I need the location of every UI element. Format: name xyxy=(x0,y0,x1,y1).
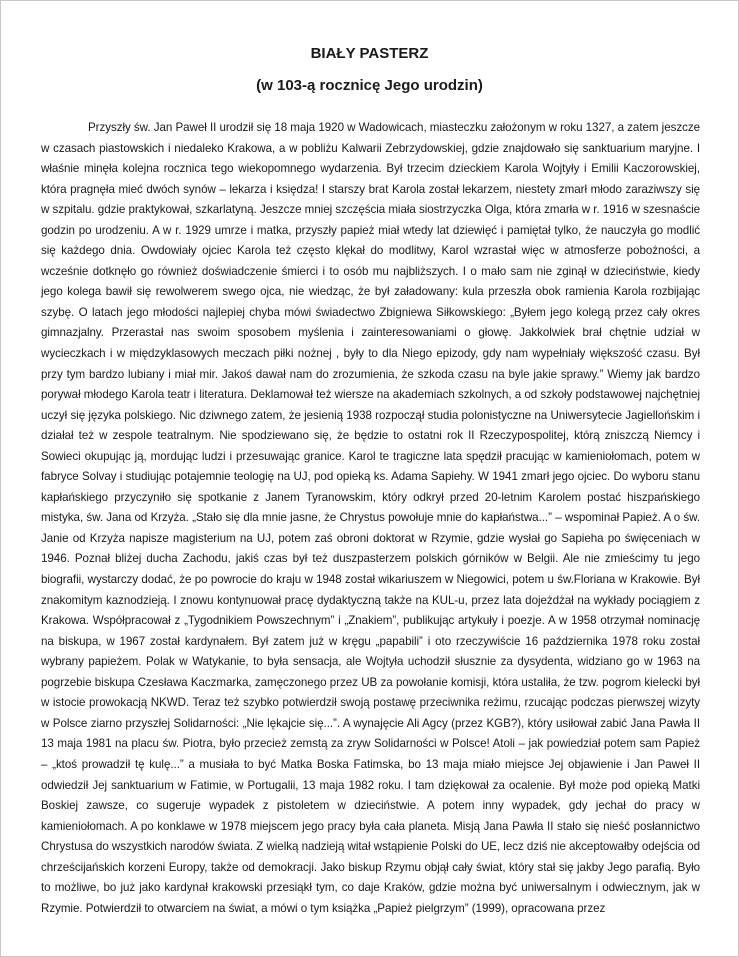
document-subtitle: (w 103-ą rocznicę Jego urodzin) xyxy=(256,77,483,94)
body-paragraph: Przyszły św. Jan Paweł II urodził się 18 maja 1920 w Wadowicach, miasteczku założonym w roku 1327, a zatem jeszcze w czasach piastowskich i niedaleko Krakowa, a w pobliżu Kalwarii Zebrzydowskiej, gdzie znajdowało się sanktuarium maryjne. I właśnie minęła kolejna rocznica tego wiekopomnego wydarzenia. Był trzecim dzieckiem Karola Wojtyły i Emilii Kaczorowskiej, która pragnęła mieć dwóch synów – lekarza i księdza! I starszy brat Karola został lekarzem, niestety zmarł młodo zaraziwszy się w szpitalu. gdzie praktykował, szkarlatyną. Jeszcze mniej szczęścia miała siostrzyczka Olga, która zmarła w r. 1916 w szesnaście godzin po urodzeniu. A w r. 1929 umrze i matka, przyszły papież miał wtedy lat dziewięć i pamiętał tylko, że nauczyła go modlić się każdego dnia. Owdowiały ojciec Karola też często klękał do modlitwy, Karol wzrastał więc w atmosferze pobożności, a wcześnie dotknęło go również doświadczenie śmierci i to osób mu najbliższych. I o mało sam nie zginął w dzieciństwie, kiedy jego kolega bawił się rewolwerem swego ojca, nie wiedząc, że był załadowany: kula przeszła obok ramienia Karola rozbijając szybę. O latach jego młodości najlepiej chyba mówi świadectwo Zbigniewa Siłkowskiego: „Byłem jego kolegą przez cały okres gimnazjalny. Przerastał nas swoim sposobem myślenia i zainteresowaniami o głowę. Jakkolwiek brał chętnie udział w wycieczkach i w międzyklasowych meczach piłki nożnej , były to dla Niego epizody, gdy nam wypełniały większość czasu. Był przy tym bardzo lubiany i miał mir. Jakoś dawał nam do zrozumienia, że szkoda czasu na byle jakie sprawy.” Wiemy jak bardzo porywał młodego Karola teatr i literatura. Deklamował też wiersze na akademiach szkolnych, a od szkoły podstawowej najchętniej uczył się języka polskiego. Nic dziwnego zatem, że jesienią 1938 rozpoczął studia polonistyczne na Uniwersytecie Jagiellońskim i działał też w zespole teatralnym. Nie spodziewano się, że będzie to ostatni rok II Rzeczypospolitej, którą zniszczą Niemcy i Sowieci okupując ją, mordując ludzi i przesuwając granice. Karol te tragiczne lata spędził pracując w kamieniołomach, potem w fabryce Solvay i studiując potajemnie teologię na UJ, pod opieką ks. Adama Sapiehy. W 1941 zmarł jego ojciec. Do wyboru stanu kapłańskiego przyczyniło się spotkanie z Janem Tyranowskim, który odkrył przed 20-letnim Karolem postać hiszpańskiego mistyka, św. Jana od Krzyża. „Stało się dla mnie jasne, że Chrystus powołuje mnie do kapłaństwa...” – wspominał Papież. A o św. Janie od Krzyża napisze magisterium na UJ, potem zaś obroni doktorat w Rzymie, gdzie wysłał go Sapieha po święceniach w 1946. Poznał bliżej ducha Zachodu, jakiś czas był też duszpasterzem polskich górników w Belgii. Ale nie zmieścimy tu jego biografii, wystarczy dodać, że po powrocie do kraju w 1948 został wikariuszem w Niegowici, potem u św.Floriana w Krakowie. Był znakomitym kaznodzieją. I znowu kontynuował pracę dydaktyczną także na KUL-u, przez lata dojeżdżał na wykłady pociągiem z Krakowa. Współpracował z „Tygodnikiem Powszechnym” i „Znakiem”, publikując artykuły i poezje. A w 1958 otrzymał nominację na biskupa, w 1967 został kardynałem. Był zatem już w kręgu „papabili” i oto rzeczywiście 16 października 1978 roku został wybrany papieżem. Polak w Watykanie, to była sensacja, ale Wojtyła uchodził słusznie za dysydenta, widziano go w 1963 na pogrzebie biskupa Czesława Kaczmarka, zamęczonego przez UB za powołanie komisji, która ustaliła, że tzw. pogrom kielecki był w istocie prowokacją NKWD. Teraz też szybko potwierdził swoją postawę przeciwnika reżimu, rzucając podczas pierwszej wizyty w Polsce ziarno przyszłej Solidarności: „Nie lękajcie się...”. A wynajęcie Ali Agcy (przez KGB?), który usiłował zabić Jana Pawła II 13 maja 1981 na placu św. Piotra, było przecież zemstą za zryw Solidarności w Polsce! Atoli – jak powiedział potem sam Papież – „ktoś prowadził tę kulę...” a musiała to być Matka Boska Fatimska, bo 13 maja miało miejsce Jej objawienie i Jan Paweł II odwiedził Jej sanktuarium w Fatimie, w Portugalii, 13 maja 1982 roku. I tam dziękował za ocalenie. Był może pod opieką Matki Boskiej zawsze, co sugeruje wypadek z pistoletem w dzieciństwie. A potem inny wypadek, gdy jechał do pracy w kamieniołomach. A po konklawe w 1978 miejscem jego pracy była cała planeta. Misją Jana Pawła II stało się nieść posłannictwo Chrystusa do wszystkich narodów świata. Z wielką nadzieją witał wstąpienie Polski do UE, lecz dziś nie akceptowałby odejścia od chrześcijańskich korzeni Europy, także od demokracji. Jako biskup Rzymu objął cały świat, który stał się jakby Jego parafią. Było to możliwe, bo już jako kardynał krakowski przesiąkł tym, co daje Kraków, gdzie można być uniwersalnym i odwiecznym, jak w Rzymie. Potwierdził to otwarciem na świat, a mówi o tym książka „Papież pielgrzym” (1999), opracowana przez xyxy=(41,121,700,915)
document-title: BIAŁY PASTERZ xyxy=(310,45,429,62)
